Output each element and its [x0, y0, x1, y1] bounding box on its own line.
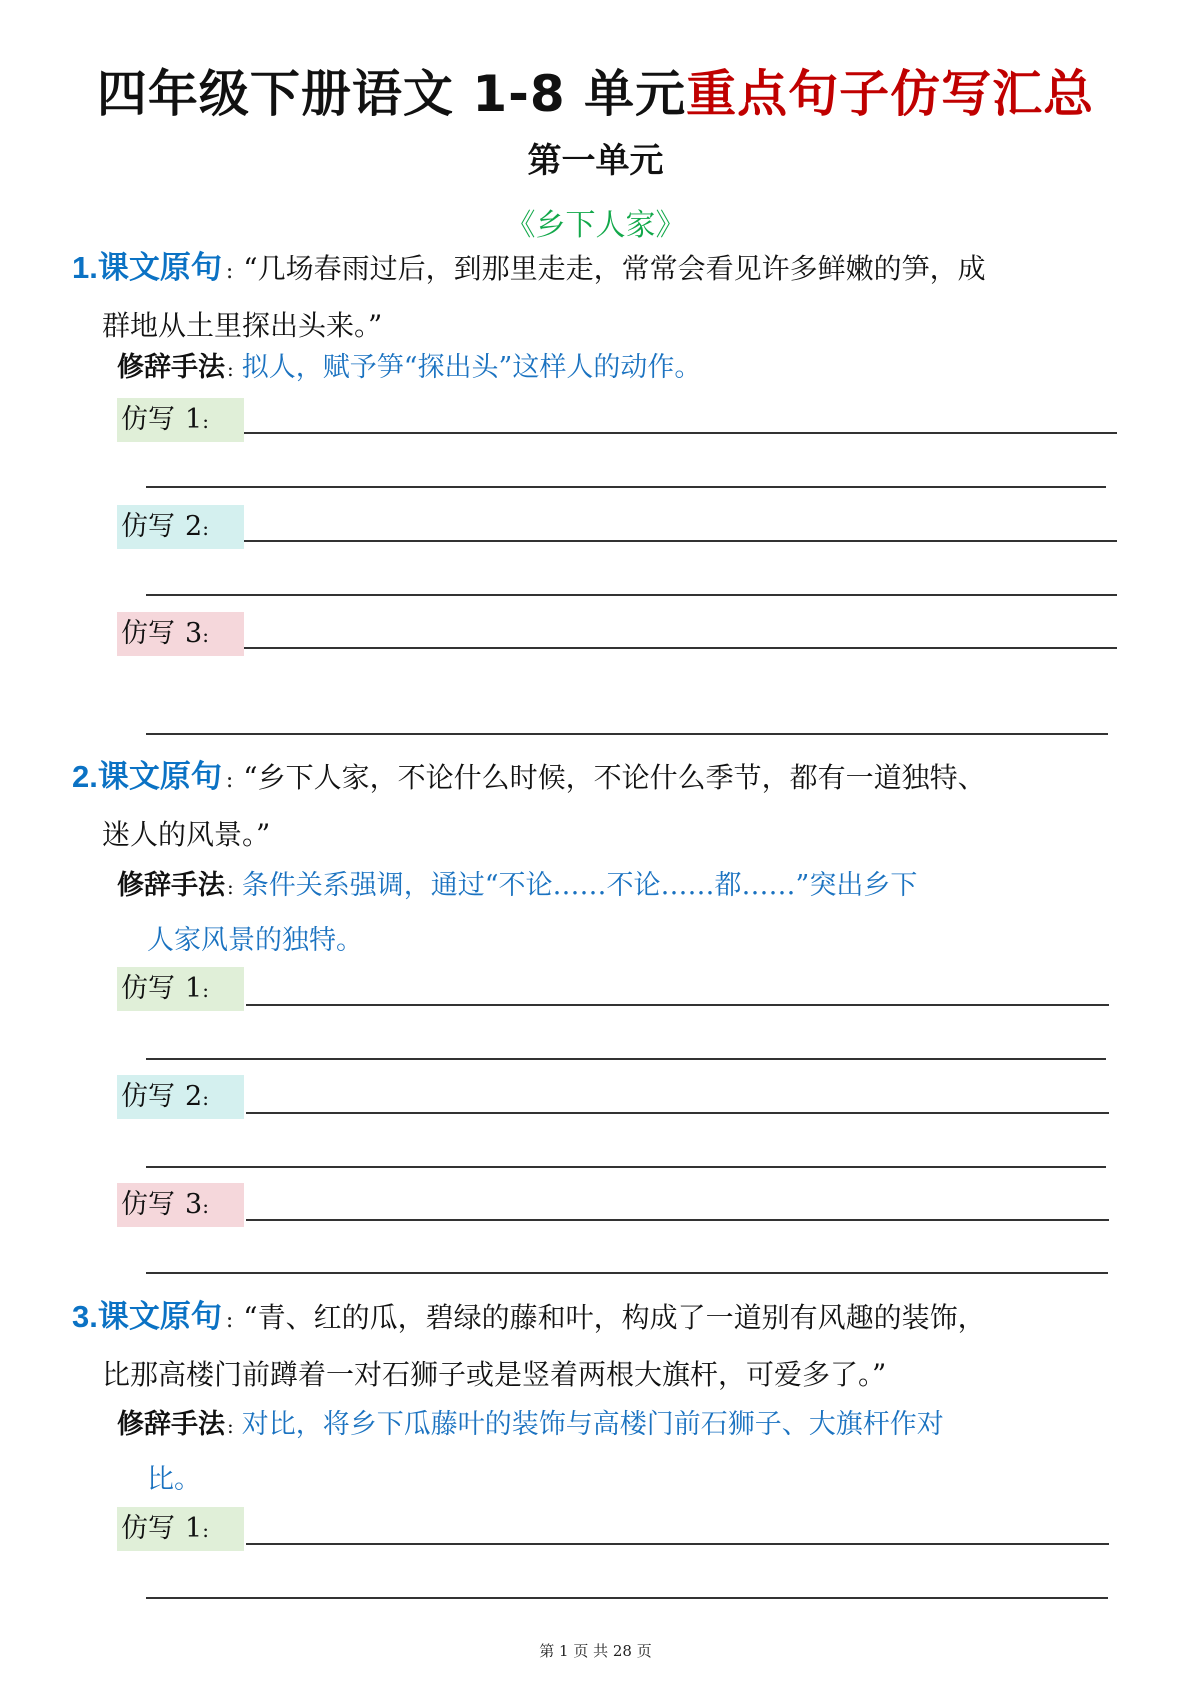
answer-line[interactable]	[244, 540, 1117, 542]
imitation-label-1-1: 仿写 1:	[117, 398, 244, 442]
answer-line[interactable]	[146, 594, 1117, 596]
answer-line[interactable]	[146, 1597, 1108, 1599]
title-black-part: 四年级下册语文 1-8 单元	[96, 65, 687, 123]
unit-heading: 第一单元	[527, 141, 664, 181]
rhetoric-1: 修辞手法 : 拟人，赋予笋“探出头”这样人的动作。	[117, 352, 702, 383]
lesson-title: 《乡下人家》	[505, 208, 686, 243]
imitation-label-1-2: 仿写 2:	[117, 505, 244, 549]
original-sentence-3: 3.课文原句 : “青、红的瓜，碧绿的藤和叶，构成了一道别有风趣的装饰， 比那高楼门前蹲着一对石狮子或是竖着两根大旗杆，可爱多了。”	[72, 1290, 1122, 1402]
answer-line[interactable]	[246, 1004, 1109, 1006]
answer-line[interactable]	[146, 1058, 1106, 1060]
answer-line[interactable]	[246, 1219, 1109, 1221]
rhetoric-2: 修辞手法 : 条件关系强调，通过“不论……不论……都……”突出乡下 人家风景的独特。	[117, 859, 1117, 968]
sentence-text: “青、红的瓜，碧绿的藤和叶，构成了一道别有风趣的装饰，	[243, 1301, 986, 1334]
answer-line[interactable]	[246, 1543, 1109, 1545]
document-title	[0, 62, 1191, 126]
sentence-text-cont: 群地从土里探出头来。”	[102, 309, 383, 342]
imitation-label-1-3: 仿写 3:	[117, 612, 244, 656]
answer-line[interactable]	[146, 1272, 1108, 1274]
answer-line[interactable]	[244, 432, 1117, 434]
original-sentence-1: 1.课文原句 : “几场春雨过后，到那里走走，常常会看见许多鲜嫩的笋，成 群地从土里探出头来。”	[72, 241, 1122, 353]
rhetoric-value: 条件关系强调，通过“不论……不论……都……”突出乡下	[241, 870, 918, 901]
item-number-label: 3.课文原句	[72, 1299, 222, 1334]
rhetoric-value: 拟人，赋予笋“探出头”这样人的动作。	[241, 352, 702, 383]
sentence-text-cont: 比那高楼门前蹲着一对石狮子或是竖着两根大旗杆，可爱多了。”	[102, 1358, 887, 1391]
rhetoric-label: 修辞手法	[117, 870, 225, 901]
answer-line[interactable]	[146, 1166, 1106, 1168]
answer-line[interactable]	[146, 733, 1108, 735]
item-number-label: 2.课文原句	[72, 759, 222, 794]
sentence-text: “乡下人家，不论什么时候，不论什么季节，都有一道独特、	[243, 761, 986, 794]
title-red-part: 重点句子仿写汇总	[686, 65, 1095, 123]
rhetoric-value-cont: 比。	[147, 1464, 201, 1495]
rhetoric-3: 修辞手法 : 对比，将乡下瓜藤叶的装饰与高楼门前石狮子、大旗杆作对 比。	[117, 1398, 1117, 1507]
imitation-label-2-2: 仿写 2:	[117, 1075, 244, 1119]
original-sentence-2: 2.课文原句 : “乡下人家，不论什么时候，不论什么季节，都有一道独特、 迷人的风景。”	[72, 750, 1122, 862]
imitation-label-2-3: 仿写 3:	[117, 1183, 244, 1227]
answer-line[interactable]	[146, 486, 1106, 488]
rhetoric-value: 对比，将乡下瓜藤叶的装饰与高楼门前石狮子、大旗杆作对	[241, 1409, 944, 1440]
imitation-label-3-1: 仿写 1:	[117, 1507, 244, 1551]
rhetoric-value-cont: 人家风景的独特。	[147, 925, 363, 956]
imitation-label-2-1: 仿写 1:	[117, 967, 244, 1011]
page-number: 第 1 页 共 28 页	[539, 1642, 652, 1660]
sentence-text-cont: 迷人的风景。”	[102, 818, 271, 851]
sentence-text: “几场春雨过后，到那里走走，常常会看见许多鲜嫩的笋，成	[243, 252, 986, 285]
rhetoric-label: 修辞手法	[117, 1409, 225, 1440]
answer-line[interactable]	[246, 1112, 1109, 1114]
answer-line[interactable]	[244, 647, 1117, 649]
item-number-label: 1.课文原句	[72, 250, 222, 285]
rhetoric-label: 修辞手法	[117, 352, 225, 383]
